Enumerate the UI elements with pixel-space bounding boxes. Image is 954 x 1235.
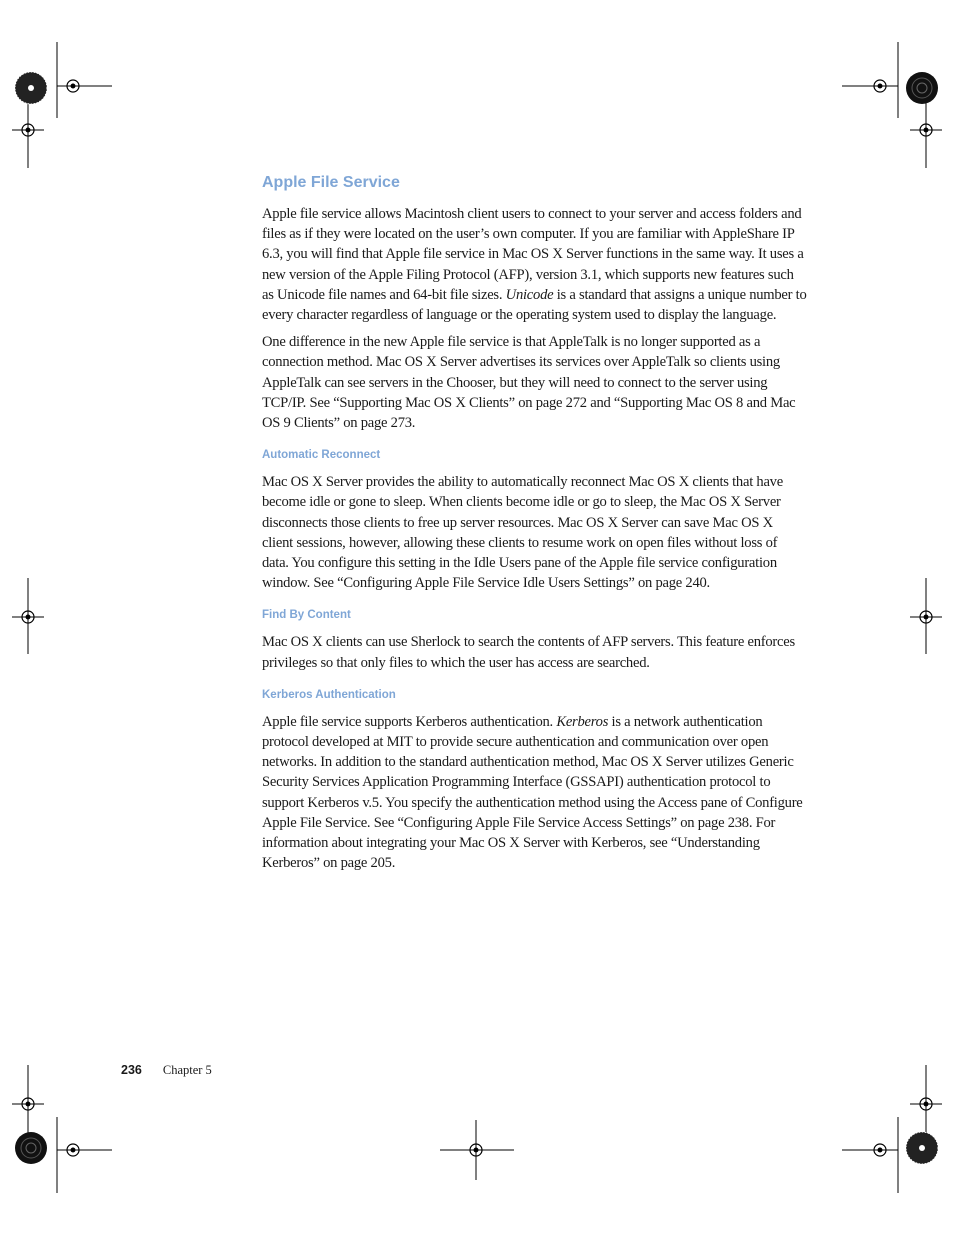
intro-text-1a: Apple file service allows Macintosh client users to connect to your server and access folders and files as if they were located on the user’s own computer. If you are familiar with AppleShare IP 6.3, you will find that Apple file service in Mac OS X Server functions in the same way. It uses a new version of the Apple Filing Protocol (AFP), version 3.1, which supports new features such as Unicode file names and 64-bit file sizes. <box>262 206 804 303</box>
page-number: 236 <box>121 1063 142 1077</box>
intro-term-unicode: Unicode <box>505 286 554 303</box>
kerberos-text-b: is a network authentication protocol developed at MIT to provide secure authentication and communication over open networks. In addition to the standard authentication method, Mac OS X Server utilizes Generic Security Services Application Programming Interface (GSSAPI) authentication protocol to support Kerberos v.5. You specify the authentication method using the Access pane of Configure Apple File Service. See “Configuring Apple File Service Access Settings” on page 238. For information about integrating your Mac OS X Server with Kerberos, see “Understanding Kerberos” on page 205. <box>262 713 803 872</box>
intro-paragraph-1 <box>262 204 807 325</box>
chapter-label: Chapter 5 <box>162 1063 212 1077</box>
section-heading: Apple File Service <box>262 174 400 191</box>
intro-paragraph-2: One difference in the new Apple file service is that AppleTalk is no longer supported as a connection method. Mac OS X Server advertises its services over AppleTalk so clients using AppleTalk can see servers in the Chooser, but they will need to connect to the server using TCP/IP. See “Supporting Mac OS X Clients” on page 272 and “Supporting Mac OS 8 and Mac OS 9 Clients” on page 273. <box>262 334 796 432</box>
kerberos-term: Kerberos <box>556 713 609 730</box>
find-paragraph: Mac OS X clients can use Sherlock to search the contents of AFP servers. This feature enforces privileges so that only files to which the user has access are searched. <box>262 634 795 671</box>
kerberos-text-a: Apple file service supports Kerberos authentication. <box>262 713 557 730</box>
intro-text-1b: is a standard that assigns a unique number to every character regardless of language or the operating system used to display the language. <box>262 286 807 324</box>
page-footer <box>121 1063 212 1078</box>
subheading-kerberos-authentication: Kerberos Authentication <box>262 688 396 701</box>
subheading-find-by-content: Find By Content <box>262 609 351 622</box>
kerberos-paragraph <box>262 712 807 874</box>
page-content <box>262 172 807 880</box>
reconnect-paragraph: Mac OS X Server provides the ability to automatically reconnect Mac OS X clients that have become idle or gone to sleep. When clients become idle or go to sleep, the Mac OS X Server disconnects those clients to free up server resources. Mac OS X Server can save Mac OS X client sessions, however, allowing these clients to resume work on open files without loss of data. You configure this setting in the Idle Users pane of the Apple file service configuration window. See “Configuring Apple File Service Idle Users Settings” on page 240. <box>262 474 783 592</box>
subheading-automatic-reconnect: Automatic Reconnect <box>262 449 381 462</box>
